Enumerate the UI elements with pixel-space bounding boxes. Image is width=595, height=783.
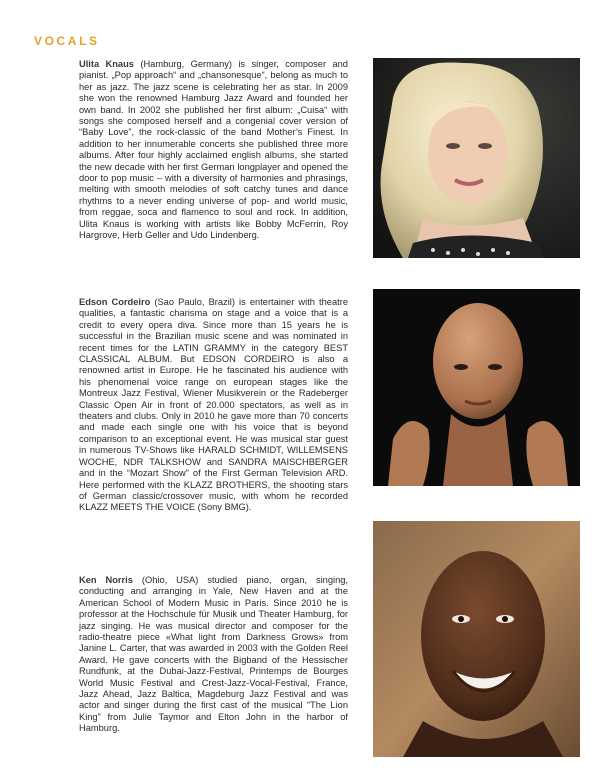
artist-bio-edson-cordeiro xyxy=(79,297,348,514)
artist-bio-text: (Ohio, USA) studied piano, organ, singing, conducting and arranging in Yale, New Haven and at the American School of Modern Music in Paris. Since 2010 he is professor at the Hochschule für Musik und Theater Hamburg, for jazz singing. He was musical director and composer for the radio-theatre piece «What light from Darkness Grows» from Janine L. Carter, that was awarded in 2003 with the Golden Reel Award. He gave concerts with the Bigband of the Hessischer Rundfunk, at the Dubai-Jazz-Festival, Printemps de Bourges World Music Festival and Crest-Jazz-Vocal-Festival, France, Jazz Ahead, Jazz Baltica, Magdeburg Jazz Festival and was actor and singer during the first cast of the musical “The Lion King” from Julie Taymor and Elton John in the harbor of Hamburg. xyxy=(79,575,348,734)
artist-name: Edson Cordeiro xyxy=(79,297,151,307)
artist-photo-ulita-knaus xyxy=(373,58,580,258)
artist-bio-text: (Sao Paulo, Brazil) is entertainer with theatre qualities, a fantastic charisma on stage and a voice that is a credit to every opera diva. Since more than 15 years he is successful in the Brazilian music scene and was nominated in recent times for the LATIN GRAMMY in the category BEST CLASSICAL ALBUM. But EDSON CORDEIRO is also a renowned artist in Europe. He he fascinated his audience with his phenomenal voice range on european stages like the Montreux Jazz Festival, Wiener Musikverein or the Radeberger Classic Open Air in front of 20.000 spectators, as well as in theaters and clubs. Only in 2010 he gave more than 70 concerts and made each single one with his voice that is beyond comparison to an exceptional event. He was musical star guest in numerous TV-Shows like HARALD SCHMIDT, WILLEMSENS WOCHE, NDR TALKSHOW and SANDRA MAISCHBERGER and in the “Mozart Show” of the First German Television ARD. Here performed with the KLAZZ BROTHERS, the shooting stars of German classic/crossover music, with whom he recorded KLAZZ MEETS THE VOICE (Sony BMG). xyxy=(79,297,349,513)
artist-bio-ulita-knaus xyxy=(79,59,348,242)
section-title: VOCALS xyxy=(34,34,100,48)
artist-photo-ken-norris xyxy=(373,521,580,757)
artist-name: Ulita Knaus xyxy=(79,59,134,69)
artist-bio-ken-norris xyxy=(79,575,348,735)
artist-photo-edson-cordeiro xyxy=(373,289,580,486)
artist-bio-text: (Hamburg, Germany) is singer, composer and pianist. „Pop approach“ and „chansonesque“, belong as much to her as jazz. The jazz scene is celebrating her as star. In 2009 she won the renowned Hamburg Jazz Award and founded her own band. In 2002 she published her first album: „Cuisa“ with songs she composed herself and a congenial cover version of “Baby Love”, the rock-classic of the band Mother’s Finest. In addition to her innumerable concerts she published three more albums. After four highly acclaimed english albums, she started the new decade with her first German longplayer and opened the door to pop music – with a diversity of harmonies and phrasings, melting with smooth melodies of soft catchy tunes and dance rhythms to a never ending universe of pop- and world music, from reggae, soca and flamenco to soul and rock. In addition, Ulita Knaus is working with artists like Bobby McFerrin, Roy Hargrove, Herb Geller and Udo Lindenberg. xyxy=(79,59,348,241)
artist-name: Ken Norris xyxy=(79,575,133,585)
